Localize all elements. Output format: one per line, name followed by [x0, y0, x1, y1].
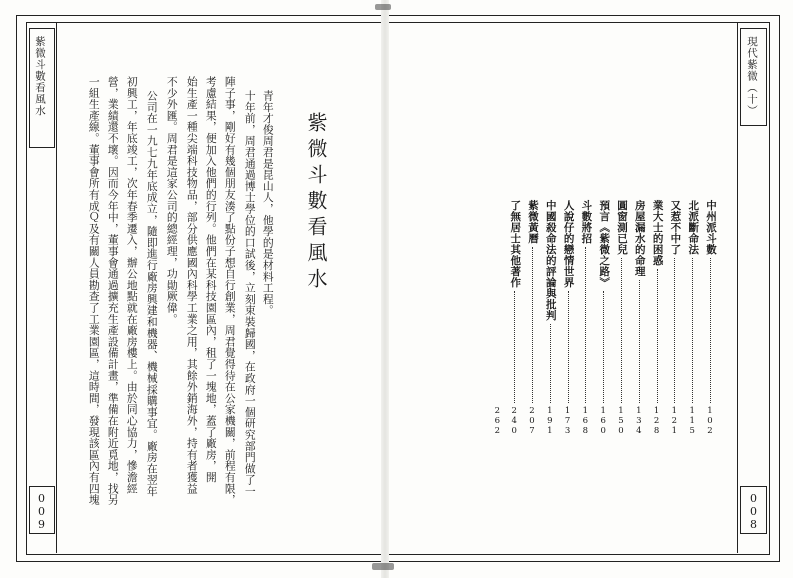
toc-leader-dots — [568, 291, 569, 403]
toc-entry-page: 102 — [705, 406, 715, 436]
left-header-rule — [56, 22, 57, 553]
toc-leader-dots — [710, 258, 711, 403]
toc-entry-page: 150 — [616, 406, 626, 436]
left-running-head: 紫微斗數看風水 — [34, 36, 46, 117]
toc-leader-dots — [657, 269, 658, 403]
toc-entry-page: 240 — [509, 406, 520, 436]
toc-leader-dots — [692, 258, 693, 403]
body-column-7: 公司在一九七九年底成立，隨即進行廠房興建和機器、機械採購事宜。廠房在翌年 — [145, 90, 159, 497]
toc-entry-title: 又惹不中了 — [669, 200, 682, 255]
toc-entry-title: 圓窗測已兒 — [616, 200, 628, 255]
toc-entry-title: 中國殺命法的評論與批判 — [544, 200, 557, 321]
toc-leader-dots — [585, 247, 586, 403]
toc-entry-title: 業大士的困惑 — [651, 200, 664, 266]
toc-entry-page: 121 — [669, 406, 680, 436]
body-column-3: 陣子事，剛好有幾個朋友湊了點份子想自行創業，周君覺得待在公家機關，前程有限， — [223, 76, 237, 506]
toc-entry-title: 房屋漏水的命理 — [633, 200, 646, 277]
right-running-head: 現代紫微（十） — [746, 36, 758, 117]
toc-leader-dots — [532, 247, 533, 403]
toc-entry-title: 斗數將招 — [580, 200, 593, 244]
body-column-10: 一組生產線。董事會所有成Ｑ及有關人員勘查了工業園區，這時間，發現該區內有四塊 — [87, 76, 101, 506]
toc-entry-page: 160 — [598, 406, 609, 436]
toc-entry-title: 中州派斗數 — [705, 200, 717, 255]
toc-entry-page: 191 — [544, 406, 555, 436]
body-column-6: 不少外匯。周君是這家公司的總經理，功勛厥偉。 — [165, 76, 179, 325]
toc-extra-page: 262 — [492, 406, 503, 436]
toc-leader-dots — [514, 291, 515, 403]
toc-entry-page: 168 — [580, 406, 591, 436]
body-column-2: 十年前，周君通過博士學位的口試後，立刻束裝歸國，在政府一個研究部門做了一 — [243, 90, 257, 497]
right-page-number: 008 — [747, 492, 760, 531]
toc-entry-page: 128 — [651, 406, 662, 436]
body-column-4: 考慮結果，便加入他們的行列。他們在某科技園區內，租了一塊地，蓋了廠房，開 — [204, 76, 218, 483]
scan-mark-top — [375, 4, 391, 10]
body-column-5: 始生產一種尖端科技物品，部分供應國內科學工業之用，其餘外銷海外，持有者獲益 — [185, 76, 199, 495]
toc-entry-page: 207 — [527, 406, 537, 436]
toc-leader-dots — [639, 280, 640, 403]
body-column-9: 營，業績還不壞。因而今年中，董事會通過擴充生產設備計畫，準備在附近覓地，找另 — [106, 76, 120, 506]
toc-entry-page: 115 — [687, 406, 698, 436]
body-column-1: 青年才俊周君是昆山人，他學的是材料工程。 — [261, 90, 275, 316]
toc-leader-dots — [621, 258, 622, 403]
toc-leader-dots — [603, 291, 604, 403]
chapter-title: 紫微斗數看風水 — [304, 112, 328, 294]
toc-leader-dots — [674, 258, 675, 403]
toc-entry-title: 紫微黃曆 — [527, 200, 539, 244]
toc-entry-title: 了無居士其他著作 — [509, 200, 522, 288]
book-gutter — [381, 0, 389, 578]
left-page-number: 009 — [35, 492, 48, 531]
toc-entry-title: 北派斷命法 — [687, 200, 700, 255]
toc-entry-page: 134 — [633, 406, 644, 436]
toc-entry-title: 預言《紫微之路》 — [598, 200, 611, 288]
scan-mark-bottom — [372, 563, 394, 570]
toc-entry-title: 人說仔的戀情世界 — [562, 200, 575, 288]
right-header-rule — [737, 22, 738, 553]
toc-leader-dots — [550, 324, 551, 403]
body-column-8: 初興工，年底竣工，次年春季遷入，辦公地點就在廠房樓上。由於同心協力，慘澹經 — [125, 76, 139, 495]
toc-entry-page: 173 — [562, 406, 573, 436]
